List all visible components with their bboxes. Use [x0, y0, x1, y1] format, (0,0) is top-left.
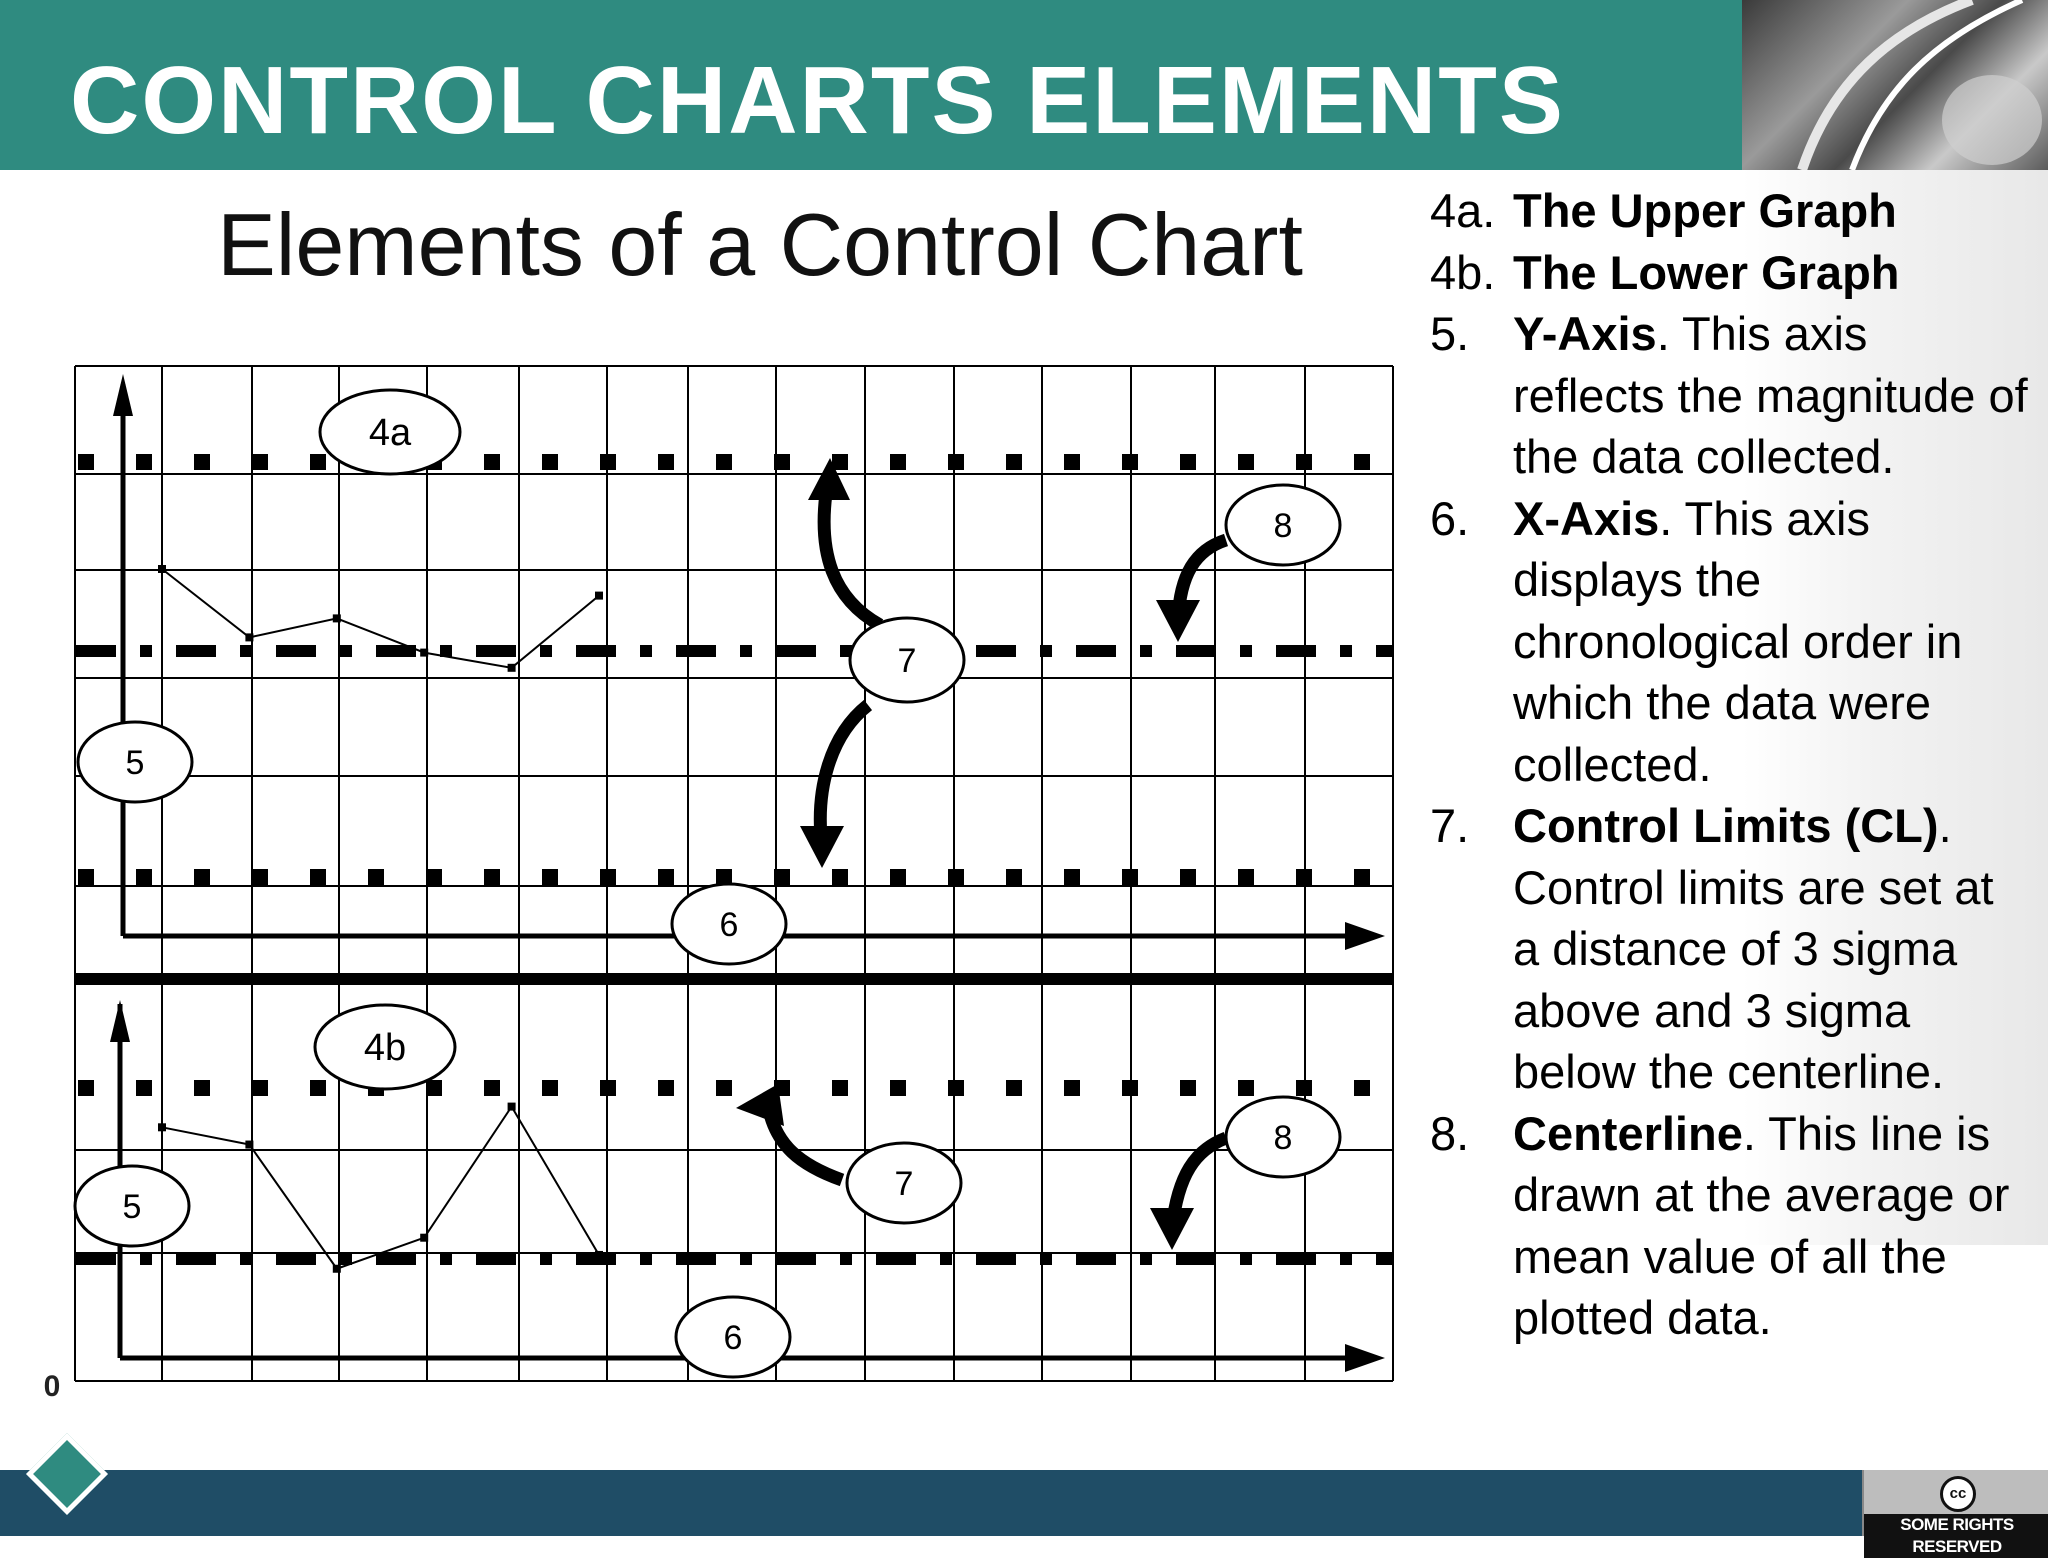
callout-label-5-lower: 5: [122, 1188, 142, 1226]
callout-6-lower: [676, 1297, 790, 1377]
callout-label-4a: 4a: [368, 412, 412, 454]
item-number: 4b.: [1430, 245, 1496, 299]
upper-graph-control-limits: [76, 462, 1393, 877]
data-point: [333, 1265, 341, 1273]
callout-8-upper: [1226, 485, 1340, 565]
callout-label-7-lower: 7: [894, 1165, 914, 1203]
data-point: [595, 1251, 603, 1259]
graph-separator: [75, 973, 1393, 985]
callout-7-upper: [850, 618, 964, 702]
item-number: 4a.: [1430, 184, 1496, 237]
callout-6-upper: [672, 884, 786, 964]
data-point: [245, 633, 253, 641]
item-number: 8.: [1430, 1106, 1470, 1160]
data-point: [420, 649, 428, 657]
license-label: SOME RIGHTS RESERVED: [1864, 1514, 2048, 1558]
callout-5-upper: [78, 722, 192, 802]
item-term: The Upper Graph: [1513, 184, 1897, 237]
callout-label-4b: 4b: [363, 1027, 407, 1069]
data-point: [420, 1234, 428, 1242]
elements-description-list: [1430, 180, 2030, 1349]
item-term: The Lower Graph: [1513, 245, 1900, 299]
lower-graph-data-line: [162, 1107, 599, 1269]
lower-graph-points: [158, 1103, 603, 1273]
title-bar: [0, 0, 1742, 170]
description-item: [1430, 795, 2030, 1103]
callout-8-lower: [1226, 1097, 1340, 1177]
item-term: Y-Axis: [1513, 307, 1657, 360]
callout-5-lower: [75, 1166, 189, 1246]
curved-arrows: [736, 458, 1226, 1250]
callout-7-lower: [847, 1143, 961, 1223]
diagram-title: Elements of a Control Chart: [217, 195, 1303, 294]
callout-label-7-upper: 7: [897, 642, 917, 680]
item-number: 7.: [1430, 799, 1470, 852]
data-point: [158, 565, 166, 573]
item-text: . This axis reflects the magnitude of the data collected.: [1513, 307, 2028, 483]
data-point: [508, 664, 516, 672]
corner-photo-art: [1742, 0, 2048, 170]
callout-label-6-upper: 6: [719, 906, 739, 944]
description-item: [1430, 1103, 2030, 1349]
item-number: 6.: [1430, 491, 1470, 545]
item-term: X-Axis: [1513, 491, 1660, 545]
origin-zero-label: 0: [43, 1370, 61, 1403]
license-badge[interactable]: [1862, 1470, 2048, 1556]
callout-label-8-lower: 8: [1273, 1119, 1293, 1157]
slide-title: CONTROL CHARTS ELEMENTS: [70, 47, 1565, 154]
cc-icon: cc: [1940, 1476, 1976, 1512]
control-chart-diagram: [0, 170, 1420, 1470]
callout-label-5-upper: 5: [125, 744, 145, 782]
data-point: [245, 1141, 253, 1149]
footer-bar: [0, 1470, 2048, 1536]
data-point: [158, 1123, 166, 1131]
item-text: . This axis displays the chronological order in which the data were collected.: [1513, 491, 1963, 791]
item-text: . This line is drawn at the average or mean value of all the plotted data.: [1513, 1106, 2010, 1344]
item-number: 5.: [1430, 307, 1470, 360]
item-text: . Control limits are set at a distance of 3 sigma above and 3 sigma below the centerline.: [1513, 799, 1994, 1098]
lower-graph-control-limits: [76, 1088, 1393, 1259]
data-point: [595, 592, 603, 600]
callout-4a: [320, 390, 460, 474]
description-item: [1430, 303, 2030, 488]
description-item: [1430, 180, 2030, 242]
corner-decorative-photo: [1742, 0, 2048, 170]
description-item: [1430, 488, 2030, 796]
description-item: [1430, 242, 2030, 304]
callout-4b: [315, 1005, 455, 1089]
data-point: [508, 1103, 516, 1111]
item-term: Centerline: [1513, 1106, 1743, 1160]
callout-label-8-upper: 8: [1273, 507, 1293, 545]
callout-label-6-lower: 6: [723, 1319, 743, 1357]
data-point: [333, 614, 341, 622]
item-term: Control Limits (CL): [1513, 799, 1939, 852]
